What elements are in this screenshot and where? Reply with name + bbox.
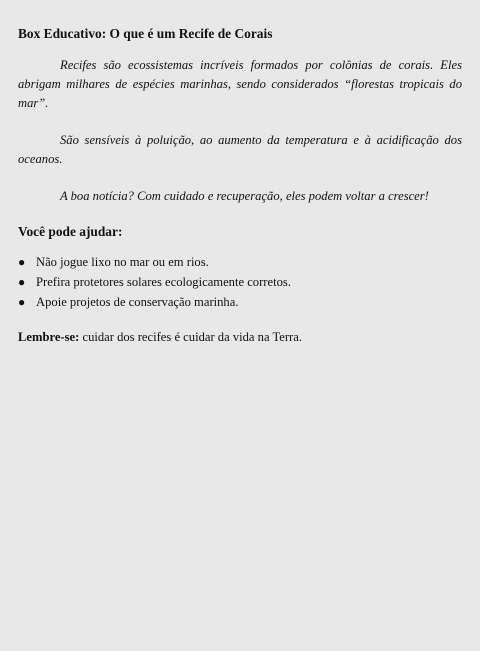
box-title: Box Educativo: O que é um Recife de Corais	[18, 26, 273, 41]
remember-note	[18, 328, 462, 346]
bullet-icon: ●	[18, 275, 26, 289]
list-item-text: Prefira protetores solares ecologicamente corretos.	[36, 275, 291, 289]
help-heading: Você pode ajudar:	[18, 224, 123, 239]
list-item-text: Não jogue lixo no mar ou em rios.	[36, 255, 209, 269]
paragraph-threats: São sensíveis à poluição, ao aumento da temperatura e à acidificação dos oceanos.	[18, 133, 462, 166]
bullet-icon: ●	[18, 255, 26, 269]
list-item	[18, 272, 462, 292]
list-item	[18, 292, 462, 312]
list-item-text: Apoie projetos de conservação marinha.	[36, 295, 239, 309]
paragraph-definition: Recifes são ecossistemas incríveis formados por colônias de corais. Eles abrigam milhares de espécies marinhas, sendo considerados “florestas tropicais do mar”.	[18, 58, 462, 110]
remember-lead: Lembre-se:	[18, 330, 80, 344]
bullet-icon: ●	[18, 295, 26, 309]
help-list	[18, 252, 462, 312]
remember-text: cuidar dos recifes é cuidar da vida na Terra.	[79, 330, 302, 344]
list-item	[18, 252, 462, 272]
paragraph-good-news: A boa notícia? Com cuidado e recuperação, eles podem voltar a crescer!	[60, 189, 429, 203]
